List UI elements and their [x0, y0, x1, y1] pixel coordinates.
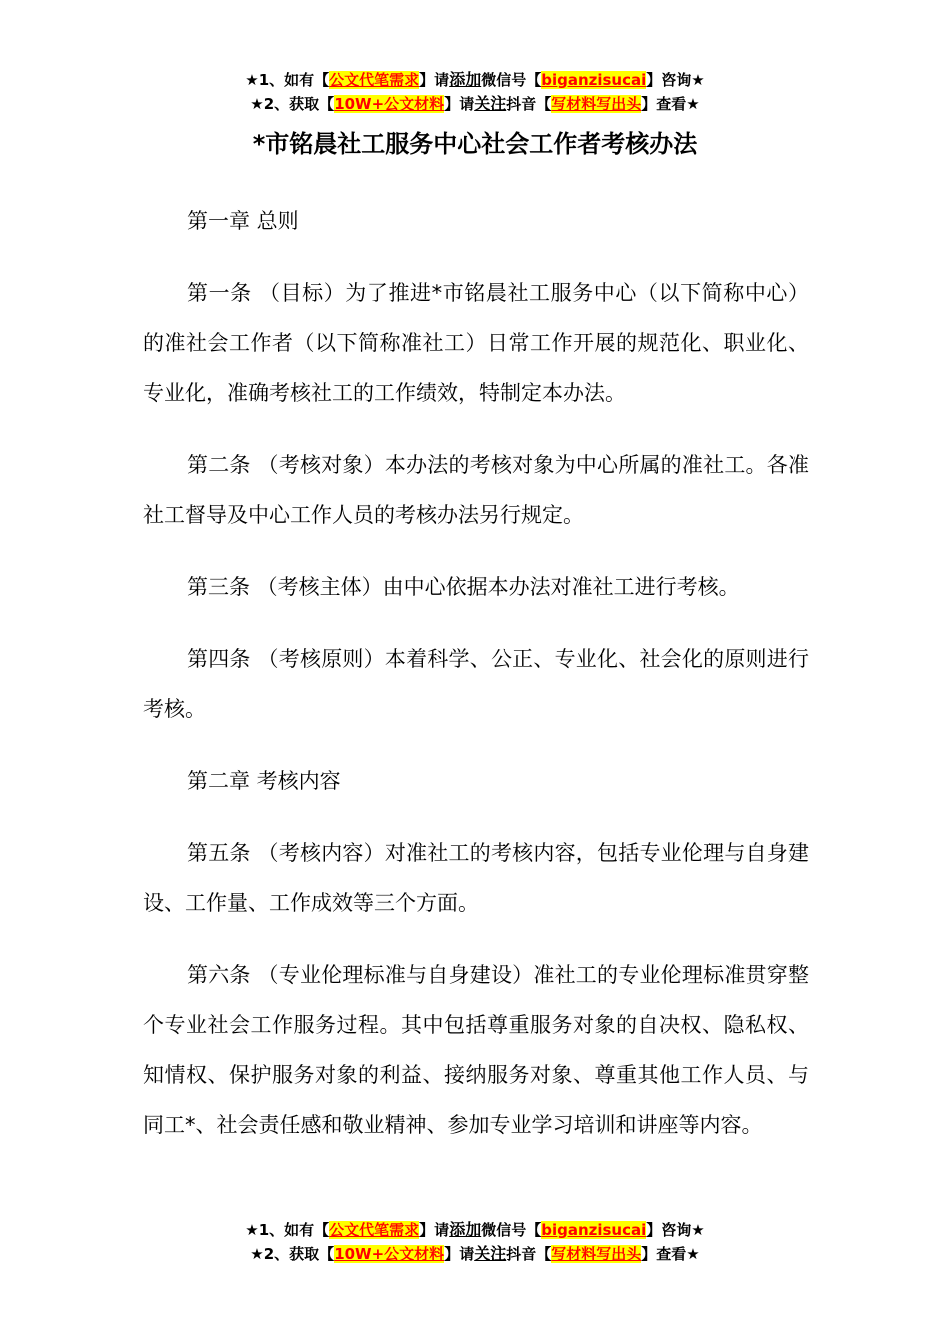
- wechat-id-highlight: biganzisucai: [541, 1221, 647, 1239]
- materials-highlight: 10W+公文材料: [334, 95, 445, 113]
- bottom-promo-line-1: ★1、如有【公文代笔需求】请添加微信号【biganzisucai】咨询★: [245, 1220, 705, 1239]
- article-1: 第一条 （目标）为了推进*市铭晨社工服务中心（以下简称中心）的准社会工作者（以下简称准社工）日常工作开展的规范化、职业化、专业化，准确考核社工的工作绩效，特制定本办法。: [143, 281, 809, 405]
- chapter-2-heading: 第二章 考核内容: [187, 769, 341, 793]
- article-6: 第六条 （专业伦理标准与自身建设）准社工的专业伦理标准贯穿整个专业社会工作服务过程。其中包括尊重服务对象的自决权、隐私权、知情权、保护服务对象的利益、接纳服务对象、尊重其他工作人员、与同工*、社会责任感和敬业精神、参加专业学习培训和讲座等内容。: [143, 963, 809, 1137]
- document-body: [143, 196, 809, 1172]
- document-title: *市铭晨社工服务中心社会工作者考核办法: [252, 130, 698, 158]
- materials-highlight: 10W+公文材料: [334, 1245, 445, 1263]
- article-4: 第四条 （考核原则）本着科学、公正、专业化、社会化的原则进行考核。: [143, 647, 809, 721]
- bottom-promo-banner: [0, 1218, 950, 1266]
- top-promo-banner: [0, 68, 950, 116]
- article-5: 第五条 （考核内容）对准社工的考核内容，包括专业伦理与自身建设、工作量、工作成效等三个方面。: [143, 841, 809, 915]
- ghostwriting-highlight: 公文代笔需求: [329, 1221, 420, 1239]
- ghostwriting-highlight: 公文代笔需求: [329, 71, 420, 89]
- article-3: 第三条 （考核主体）由中心依据本办法对准社工进行考核。: [187, 575, 740, 599]
- bottom-promo-line-2: ★2、获取【10W+公文材料】请关注抖音【写材料写出头】查看★: [250, 1244, 700, 1263]
- top-promo-line-1: ★1、如有【公文代笔需求】请添加微信号【biganzisucai】咨询★: [245, 70, 705, 89]
- douyin-highlight: 写材料写出头: [551, 1245, 642, 1263]
- top-promo-line-2: ★2、获取【10W+公文材料】请关注抖音【写材料写出头】查看★: [250, 94, 700, 113]
- chapter-1-heading: 第一章 总则: [187, 209, 299, 233]
- wechat-id-highlight: biganzisucai: [541, 71, 647, 89]
- article-2: 第二条 （考核对象）本办法的考核对象为中心所属的准社工。各准社工督导及中心工作人员的考核办法另行规定。: [143, 453, 809, 527]
- douyin-highlight: 写材料写出头: [551, 95, 642, 113]
